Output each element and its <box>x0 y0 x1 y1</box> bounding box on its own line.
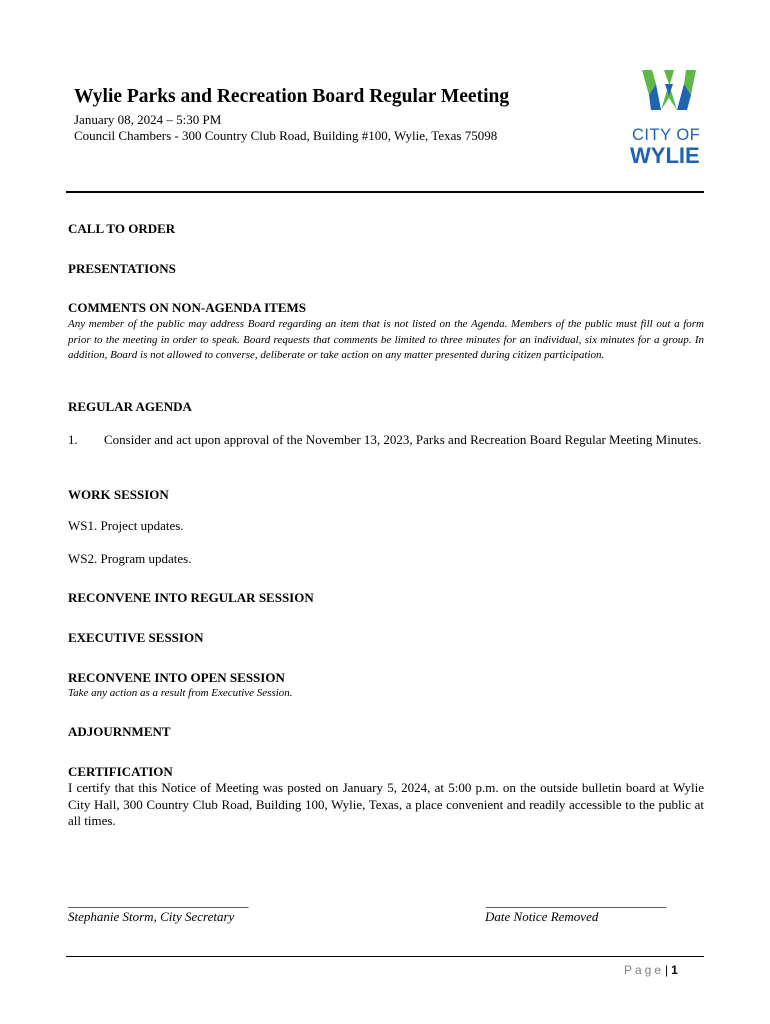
footer-page-number: 1 <box>671 963 678 977</box>
heading-comments: COMMENTS ON NON-AGENDA ITEMS <box>68 300 306 315</box>
signature-label-city-secretary: Stephanie Storm, City Secretary <box>68 909 235 924</box>
signature-line-right: ______________________________ <box>486 894 666 909</box>
reconvene-open-text: Take any action as a result from Executive Session. <box>68 687 293 699</box>
footer-page-word: Page <box>624 963 665 977</box>
footer-divider <box>66 956 704 957</box>
signature-label-date-removed: Date Notice Removed <box>485 909 599 924</box>
meeting-location: Council Chambers - 300 Country Club Road, Building #100, Wylie, Texas 75098 <box>74 128 498 143</box>
page-footer <box>624 963 678 977</box>
work-session-item-1: WS1. Project updates. <box>68 518 184 533</box>
heading-reconvene-regular: RECONVENE INTO REGULAR SESSION <box>68 590 314 605</box>
agenda-item-text: Consider and act upon approval of the November 13, 2023, Parks and Recreation Board Regular Meeting Minutes. <box>104 432 702 447</box>
signature-line-left: ______________________________ <box>68 894 248 909</box>
comments-text: Any member of the public may address Board regarding an item that is not listed on the Agenda. Members of the public must fill out a form prior to the meeting in order to speak. Board requests that comments be limited to three minutes for an individual, six minutes for a group. In addition, Board is not allowed to converse, deliberate or take action on any matter presented during citizen participation. <box>68 318 704 361</box>
heading-executive-session: EXECUTIVE SESSION <box>68 630 204 645</box>
logo-text-wylie: WYLIE <box>630 143 700 168</box>
logo-text-city-of: CITY OF <box>632 126 701 144</box>
heading-regular-agenda: REGULAR AGENDA <box>68 399 192 414</box>
heading-work-session: WORK SESSION <box>68 487 169 502</box>
footer-separator: | <box>665 963 669 977</box>
heading-presentations: PRESENTATIONS <box>68 261 176 276</box>
header-divider <box>66 191 704 193</box>
agenda-item-number: 1. <box>68 432 78 447</box>
heading-call-to-order: CALL TO ORDER <box>68 221 176 236</box>
work-session-item-2: WS2. Program updates. <box>68 551 192 566</box>
page-title: Wylie Parks and Recreation Board Regular Meeting <box>74 86 510 107</box>
meeting-date-time: January 08, 2024 – 5:30 PM <box>74 112 222 127</box>
heading-adjournment: ADJOURNMENT <box>68 724 171 739</box>
heading-reconvene-open: RECONVENE INTO OPEN SESSION <box>68 670 285 685</box>
certification-text: I certify that this Notice of Meeting was posted on January 5, 2024, at 5:00 p.m. on the outside bulletin board at Wylie City Hall, 300 Country Club Road, Building 100, Wylie, Texas, a place convenient and readily accessible to the public at all times. <box>68 780 704 828</box>
heading-certification: CERTIFICATION <box>68 764 173 779</box>
